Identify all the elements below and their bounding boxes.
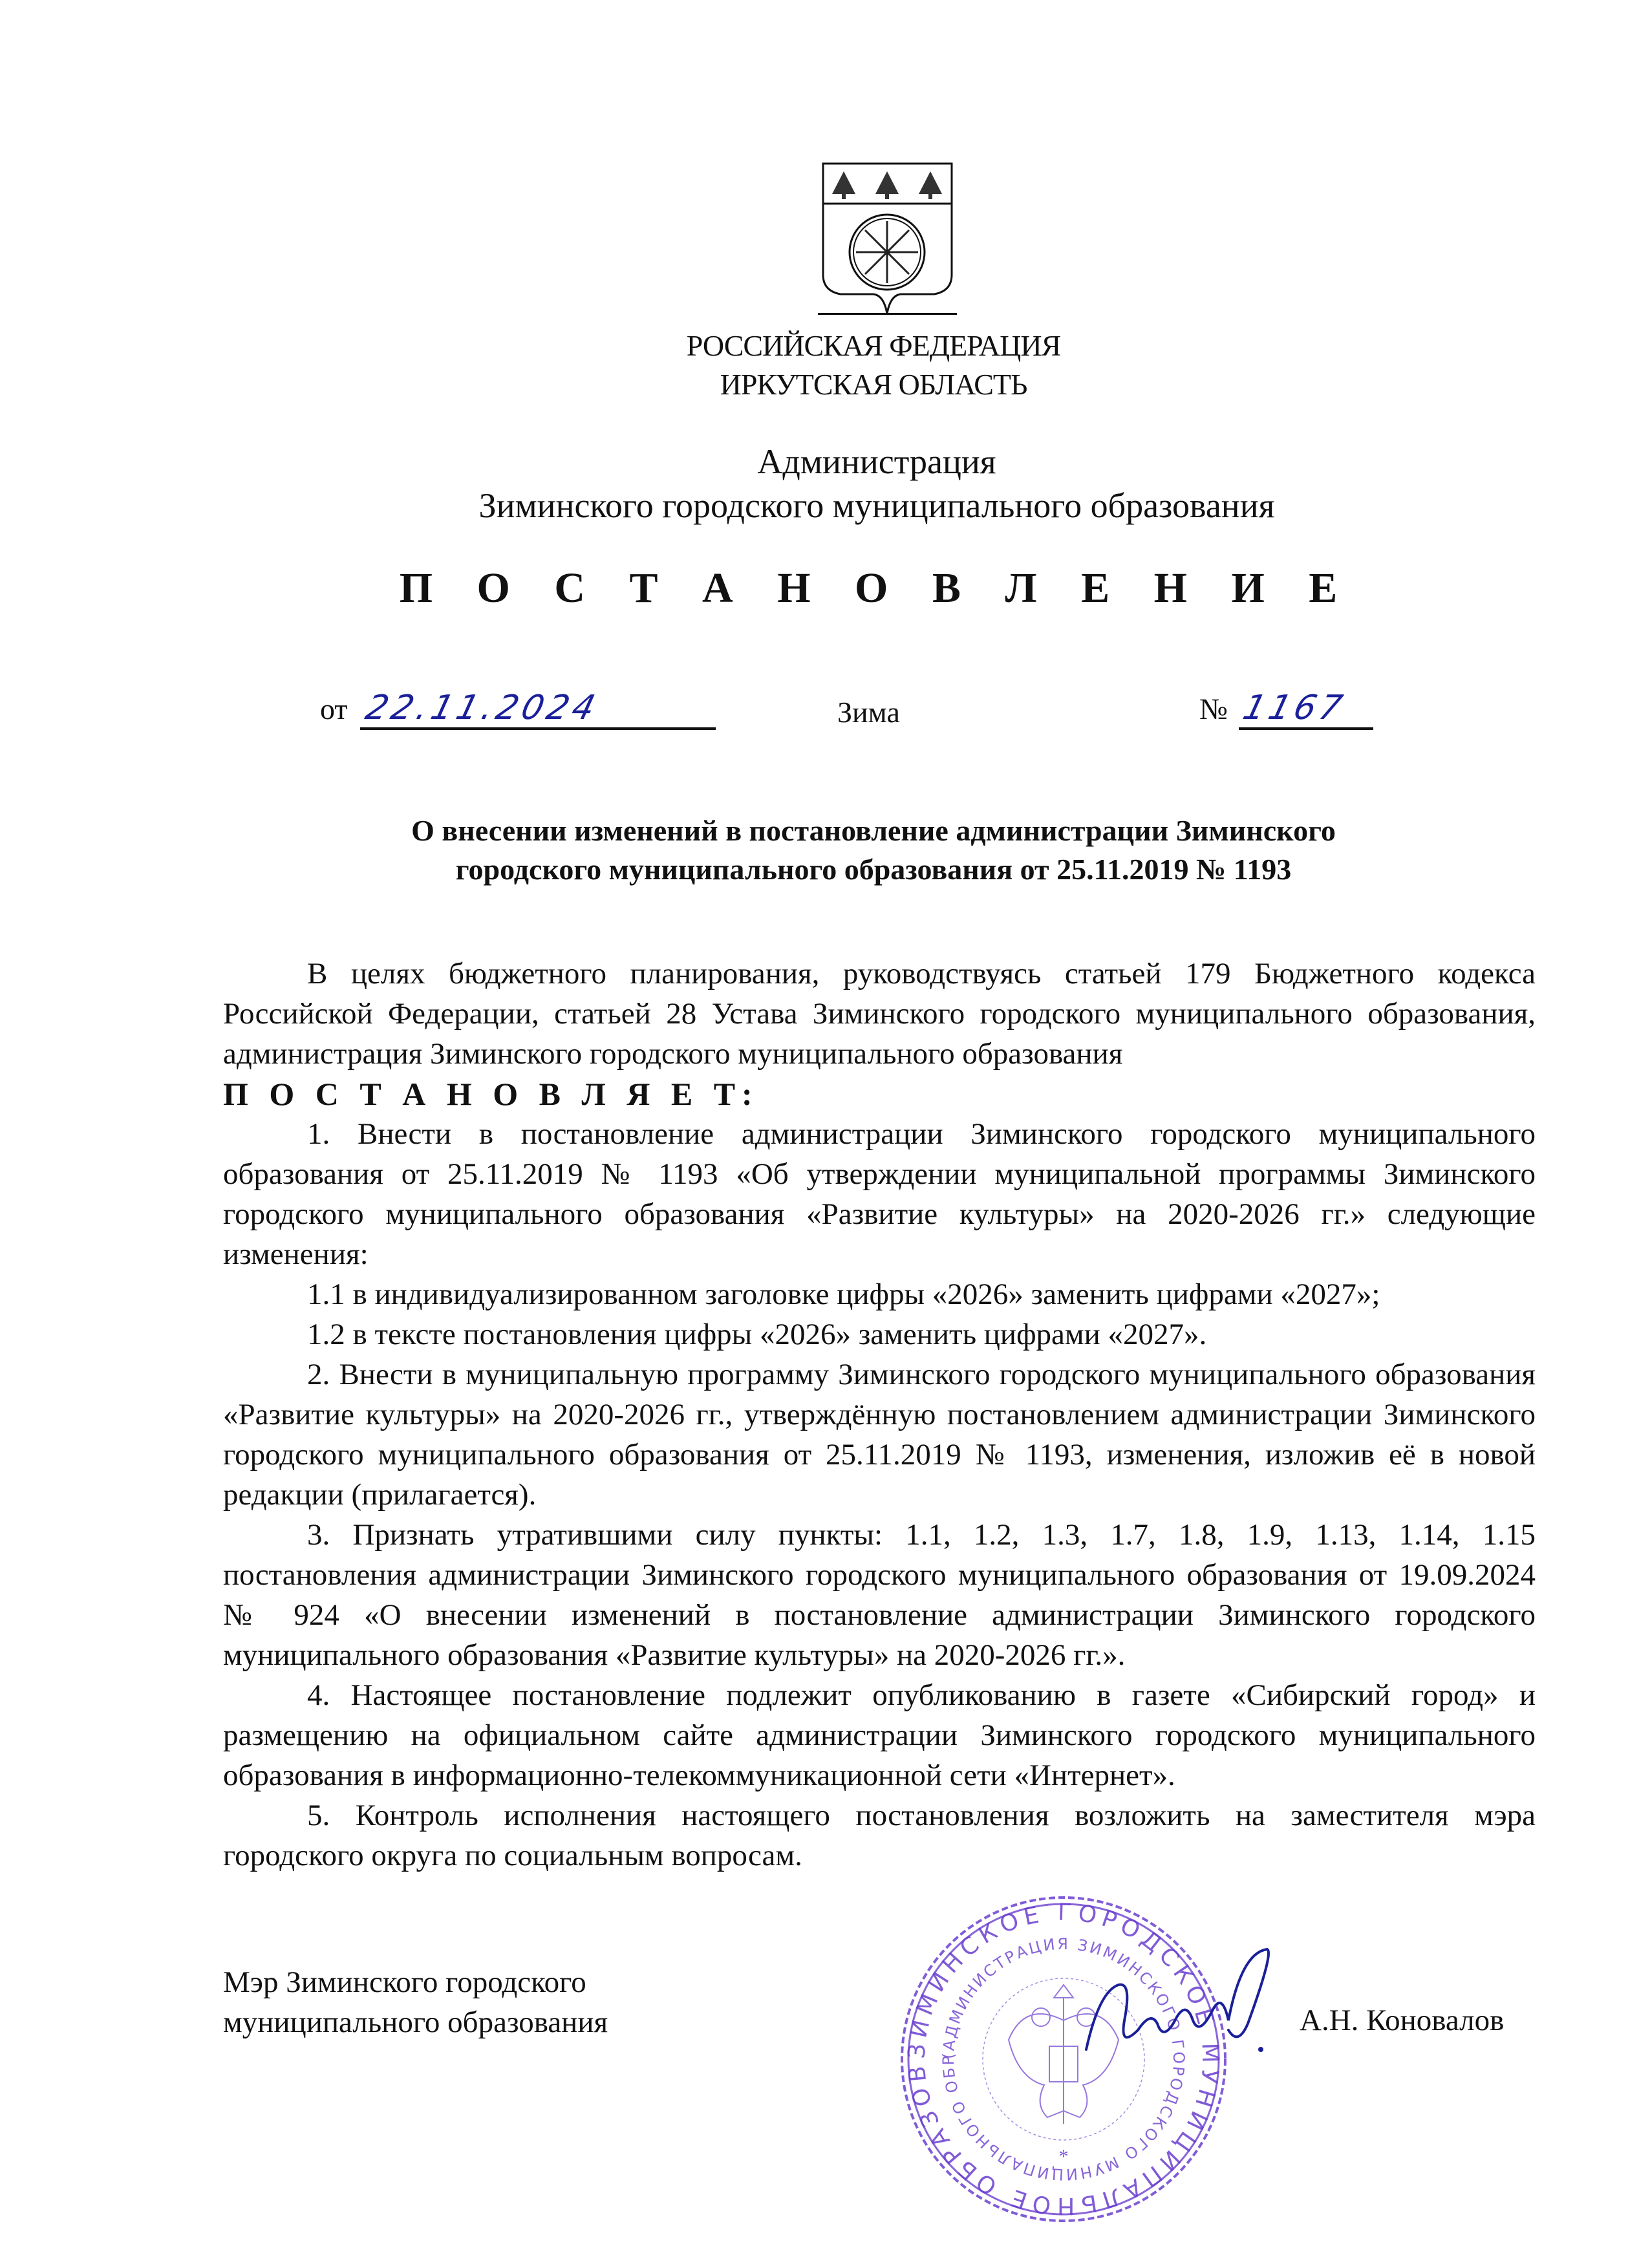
subject-line-2: городского муниципального образования от 25.11.2019 № 1193 bbox=[455, 853, 1292, 886]
admin-subtitle: Зиминского городского муниципального образования bbox=[478, 486, 1275, 525]
doc-type-label: П О С Т А Н О В Л Е Н И Е bbox=[399, 564, 1355, 612]
item-1-1: 1.1 в индивидуализированном заголовке цифры «2026» заменить цифрами «2027»; bbox=[307, 1278, 1380, 1311]
handwritten-signature-icon bbox=[1073, 1940, 1287, 2069]
item-1: 1. Внести в постановление администрации Зиминского городского муниципального образования от 25.11.2019 № 1193 «Об утверждении муниципальной программы Зиминского городского муниципального образования «Развитие культуры» на 2020-2026 гг.» следующие изменения: bbox=[223, 1117, 1536, 1271]
number-value: 1167 bbox=[1239, 689, 1351, 727]
number-field bbox=[1199, 689, 1373, 730]
subject-line-1: О внесении изменений в постановление администрации Зиминского bbox=[411, 814, 1336, 847]
svg-text:*: * bbox=[1058, 2146, 1069, 2167]
header-block bbox=[0, 326, 1650, 404]
document-body bbox=[223, 954, 1536, 1876]
region-name: ИРКУТСКАЯ ОБЛАСТЬ bbox=[720, 368, 1027, 401]
signatory-position bbox=[223, 1962, 608, 2042]
administration-block bbox=[0, 440, 1650, 528]
position-line-1: Мэр Зиминского городского bbox=[223, 1965, 586, 1999]
country-name: РОССИЙСКАЯ ФЕДЕРАЦИЯ bbox=[686, 329, 1061, 362]
signatory-name: А.Н. Коновалов bbox=[1300, 2004, 1505, 2037]
coat-of-arms-icon bbox=[818, 158, 957, 320]
admin-title: Администрация bbox=[757, 442, 996, 481]
date-value: 22.11.2024 bbox=[361, 689, 603, 727]
item-5: 5. Контроль исполнения настоящего постановления возложить на заместителя мэра городского округа по социальным вопросам. bbox=[223, 1799, 1536, 1872]
city-name: Зима bbox=[837, 696, 900, 729]
document-subject bbox=[0, 811, 1650, 889]
item-2: 2. Внести в муниципальную программу Зиминского городского муниципального образования «Развитие культуры» на 2020-2026 гг., утверждённую постановлением администрации Зиминского городского муниципального образования от 25.11.2019 № 1193, изменения, изложив её в новой редакции (прилагается). bbox=[223, 1358, 1536, 1512]
item-3: 3. Признать утратившими силу пункты: 1.1, 1.2, 1.3, 1.7, 1.8, 1.9, 1.13, 1.14, 1.15 постановления администрации Зиминского городского муниципального образования от 19.09.2024 № 924 «О внесении изменений в постановление администрации Зиминского городского муниципального образования «Развитие культуры» на 2020-2026 гг.». bbox=[223, 1518, 1536, 1672]
preamble: В целях бюджетного планирования, руководствуясь статьей 179 Бюджетного кодекса Российской Федерации, статьей 28 Устава Зиминского городского муниципального образования, администрация Зиминского городского муниципального образования bbox=[223, 957, 1536, 1071]
stamp-outer-text: ЗИМИНСКОЕ ГОРОДСКОЕ МУНИЦИПАЛЬНОЕ ОБРАЗОВ bbox=[903, 1899, 1224, 2220]
resolves-heading: П О С Т А Н О В Л Я Е Т: bbox=[223, 1076, 759, 1112]
number-prefix: № bbox=[1199, 692, 1228, 725]
date-field bbox=[320, 689, 716, 730]
date-line bbox=[360, 689, 716, 730]
number-line bbox=[1239, 689, 1373, 730]
position-line-2: муниципального образования bbox=[223, 2006, 608, 2039]
doc-type bbox=[0, 564, 1650, 613]
date-prefix: от bbox=[320, 692, 348, 725]
emblem-underline bbox=[818, 313, 957, 315]
item-4: 4. Настоящее постановление подлежит опубликованию в газете «Сибирский город» и размещению на официальном сайте администрации Зиминского городского муниципального образования в информационно-телекоммуникационной сети «Интернет». bbox=[223, 1678, 1536, 1792]
item-1-2: 1.2 в тексте постановления цифры «2026» заменить цифрами «2027». bbox=[307, 1318, 1207, 1351]
stamp-inner-text: (АДМИНИСТРАЦИЯ ЗИМИНСКОГО ГОРОДСКОГО МУНИЦИПАЛЬНОГО ОБР bbox=[939, 1934, 1188, 2184]
